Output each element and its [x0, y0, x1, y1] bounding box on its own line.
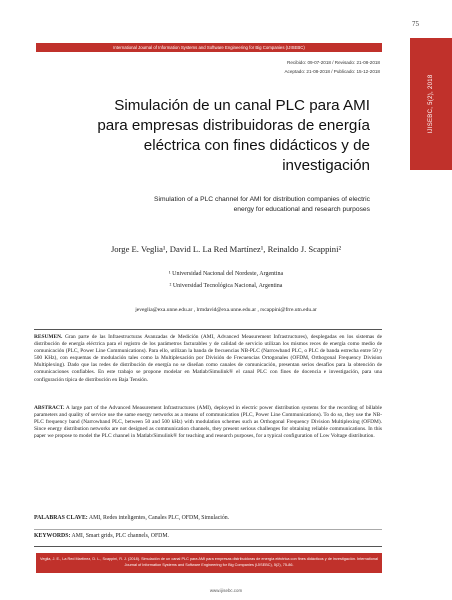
- keywords-text: AMI, Smart grids, PLC channels, OFDM.: [70, 533, 169, 539]
- keywords-english: [34, 533, 382, 539]
- abstract-english: [34, 405, 382, 440]
- abstract-text: A large part of the Advanced Measurement Infrastructures (AMI), deployed in electric power distribution systems for the recording of billable parameters and quality of service use the same energy networks as a means of communication (PLC, Power Line Communications). To do so, they use the NB-PLC frequency band (Narrowband PLC, between 50 and 500 kHz) with modulation schemes such as Orthogonal Frequency Division Multiplexing (OFDM). Since energy distribution networks are not designed as communication channels, they present serious challenges for obtaining reliable communications. In this paper we propose to model the PLC channel in Matlab/Simulink® for teaching and research purposes, for a typical configuration of Low Voltage distribution.: [34, 405, 382, 440]
- divider: [34, 329, 382, 330]
- title-line: investigación: [282, 157, 370, 174]
- journal-header-bar: International Journal of Information Systems and Software Engineering for Big Companies (IJISEBC): [36, 43, 382, 52]
- citation-bar: Veglia, J. E., La Red Martínez, D. L., Scappini, R. J. (2018). Simulación de un canal PLC para AMI para empresas distribuidoras de energía eléctrica con fines didácticos y de investigación. International Journal of Information Systems and Software Engineering for Big Companies (IJISEBC), 5(2), 75-86.: [36, 553, 382, 573]
- received-reviewed-dates: Recibido: 09-07-2018 / Revisado: 21-08-2018: [287, 60, 380, 65]
- side-tab-label: IJISEBC, 5(2), 2018: [428, 74, 434, 134]
- abstract-label: RESUMEN.: [34, 334, 63, 340]
- title-line: Simulation of a PLC channel for AMI for distribution companies of electric: [154, 196, 370, 203]
- keywords-spanish: [34, 515, 382, 521]
- title-line: eléctrica con fines didácticos y de: [143, 137, 370, 154]
- affiliation-2: ² Universidad Tecnológica Nacional, Argentina: [169, 283, 283, 289]
- keywords-text: AMI, Redes inteligentes, Canales PLC, OFDM, Simulación.: [87, 515, 230, 521]
- keywords-label: KEYWORDS:: [34, 533, 71, 539]
- journal-side-tab: [410, 38, 452, 170]
- title-line: Simulación de un canal PLC para AMI: [114, 97, 370, 114]
- affiliation-1: ¹ Universidad Nacional del Nordeste, Argentina: [168, 271, 284, 277]
- title-line: para empresas distribuidoras de energía: [97, 117, 370, 134]
- abstract-label: ABSTRACT.: [34, 405, 65, 411]
- divider: [34, 529, 382, 530]
- abstract-text: Gran parte de las Infraestructuras Avanzadas de Medición (AMI, Advanced Measurement Infrastructures), desplegadas en los sistemas de distribución de energía eléctrica para el registro de los parámetros facturables y de calidad de servicio utilizan los mismos reces de energía como medio de comunicación (PLC, Power Line Communications). Para ello, utilizan la banda de frecuencias NB-PLC (Narrowband PLC, o PLC de banda estrecha entre 50 y 500 KHz), con esquemas de modulación tales como la Multiplexación por División de Frecuencias Ortogonales (OFDM, Orthogonal Frequency Division Multiplexing). Dado que las redes de distribución de energía no se diseñan como canales de comunicación, presentan serios desafíos para la obtención de comunicaciones confiables. En este trabajo se propone modelar en Matlab/Simulink® el canal PLC con fines de docencia e investigación, para una configuración típica de distribución en Baja Tensión.: [34, 334, 382, 383]
- footer-url[interactable]: www.ijisebc.com: [209, 588, 243, 593]
- paper-title-spanish: [50, 96, 370, 176]
- accepted-published-dates: Aceptado: 21-08-2018 / Publicado: 15-12-2018: [284, 69, 380, 74]
- keywords-label: PALABRAS CLAVE:: [34, 515, 88, 521]
- divider: [34, 546, 382, 547]
- title-line: energy for educational and research purposes: [233, 206, 370, 213]
- authors: Jorge E. Veglia¹, David L. La Red Martínez¹, Reinaldo J. Scappini²: [110, 244, 342, 254]
- paper-title-english: [70, 195, 370, 215]
- abstract-spanish: [34, 334, 382, 384]
- page-number: 75: [412, 20, 419, 28]
- author-emails: jeveglia@exa.unne.edu.ar , lrmdavid@exa.unne.edu.ar , rscappini@frre.utn.edu.ar: [135, 307, 317, 313]
